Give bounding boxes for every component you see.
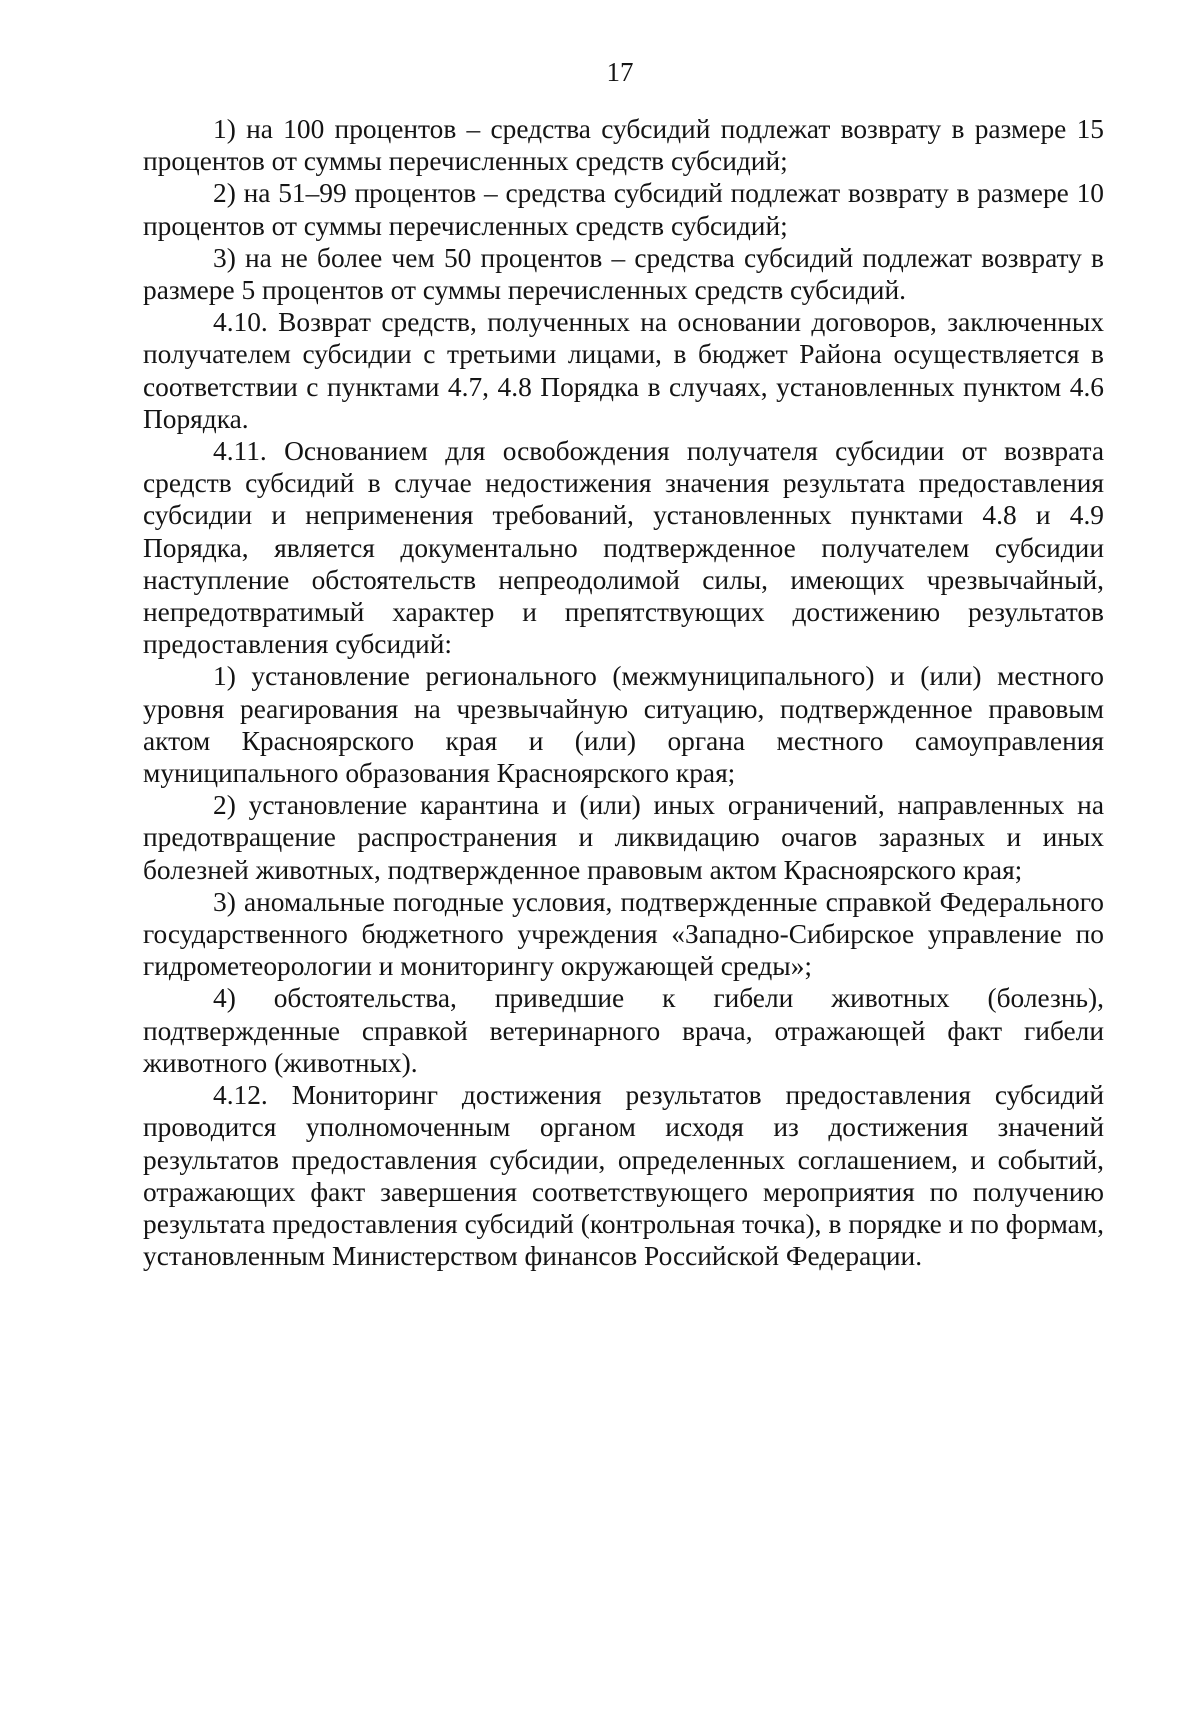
document-body <box>143 113 1104 1272</box>
paragraph-4-10: 4.10. Возврат средств, полученных на основании договоров, заключенных получателем субсидии с третьими лицами, в бюджет Района осуществляется в соответствии с пунктами 4.7, 4.8 Порядка в случаях, установленных пунктом 4.6 Порядка. <box>143 307 1104 434</box>
paragraph-item-1-100-percent: 1) на 100 процентов – средства субсидий подлежат возврату в размере 15 процентов от суммы перечисленных средств субсидий; <box>143 114 1104 177</box>
paragraph-4-11-item-4: 4) обстоятельства, приведшие к гибели животных (болезнь), подтвержденные справкой ветеринарного врача, отражающей факт гибели животного (животных). <box>143 983 1104 1078</box>
paragraph-4-12: 4.12. Мониторинг достижения результатов предоставления субсидий проводится уполномоченным органом исходя из достижения значений результатов предоставления субсидии, определенных соглашением, и событий, отражающих факт завершения соответствующего мероприятия по получению результата предоставления субсидий (контрольная точка), в порядке и по формам, установленным Министерством финансов Российской Федерации. <box>143 1080 1104 1272</box>
page-number: 17 <box>606 57 634 87</box>
paragraph-4-11-item-2: 2) установление карантина и (или) иных ограничений, направленных на предотвращение распространения и ликвидацию очагов заразных и иных болезней животных, подтвержденное правовым актом Красноярского края; <box>143 790 1104 885</box>
paragraph-4-11-item-3: 3) аномальные погодные условия, подтвержденные справкой Федерального государственного бюджетного учреждения «Западно-Сибирское управление по гидрометеорологии и мониторингу окружающей среды»; <box>143 886 1104 982</box>
paragraph-4-11-item-1: 1) установление регионального (межмуниципального) и (или) местного уровня реагирования на чрезвычайную ситуацию, подтвержденное правовым актом Красноярского края и (или) органа местного самоуправления муниципального образования Красноярского края; <box>143 661 1104 789</box>
paragraph-item-3-50-percent: 3) на не более чем 50 процентов – средства субсидий подлежат возврату в размере 5 процентов от суммы перечисленных средств субсидий. <box>143 242 1104 306</box>
paragraph-4-11: 4.11. Основанием для освобождения получателя субсидии от возврата средств субсидий в случае недостижения значения результата предоставления субсидии и неприменения требований, установленных пунктами 4.8 и 4.9 Порядка, является документально подтвержденное получателем субсидии наступление обстоятельств непреодолимой силы, имеющих чрезвычайный, непредотвратимый характер и препятствующих достижению результатов предоставления субсидий: <box>143 436 1104 660</box>
paragraph-item-2-51-99-percent: 2) на 51–99 процентов – средства субсидий подлежат возврату в размере 10 процентов от суммы перечисленных средств субсидий; <box>143 178 1104 241</box>
